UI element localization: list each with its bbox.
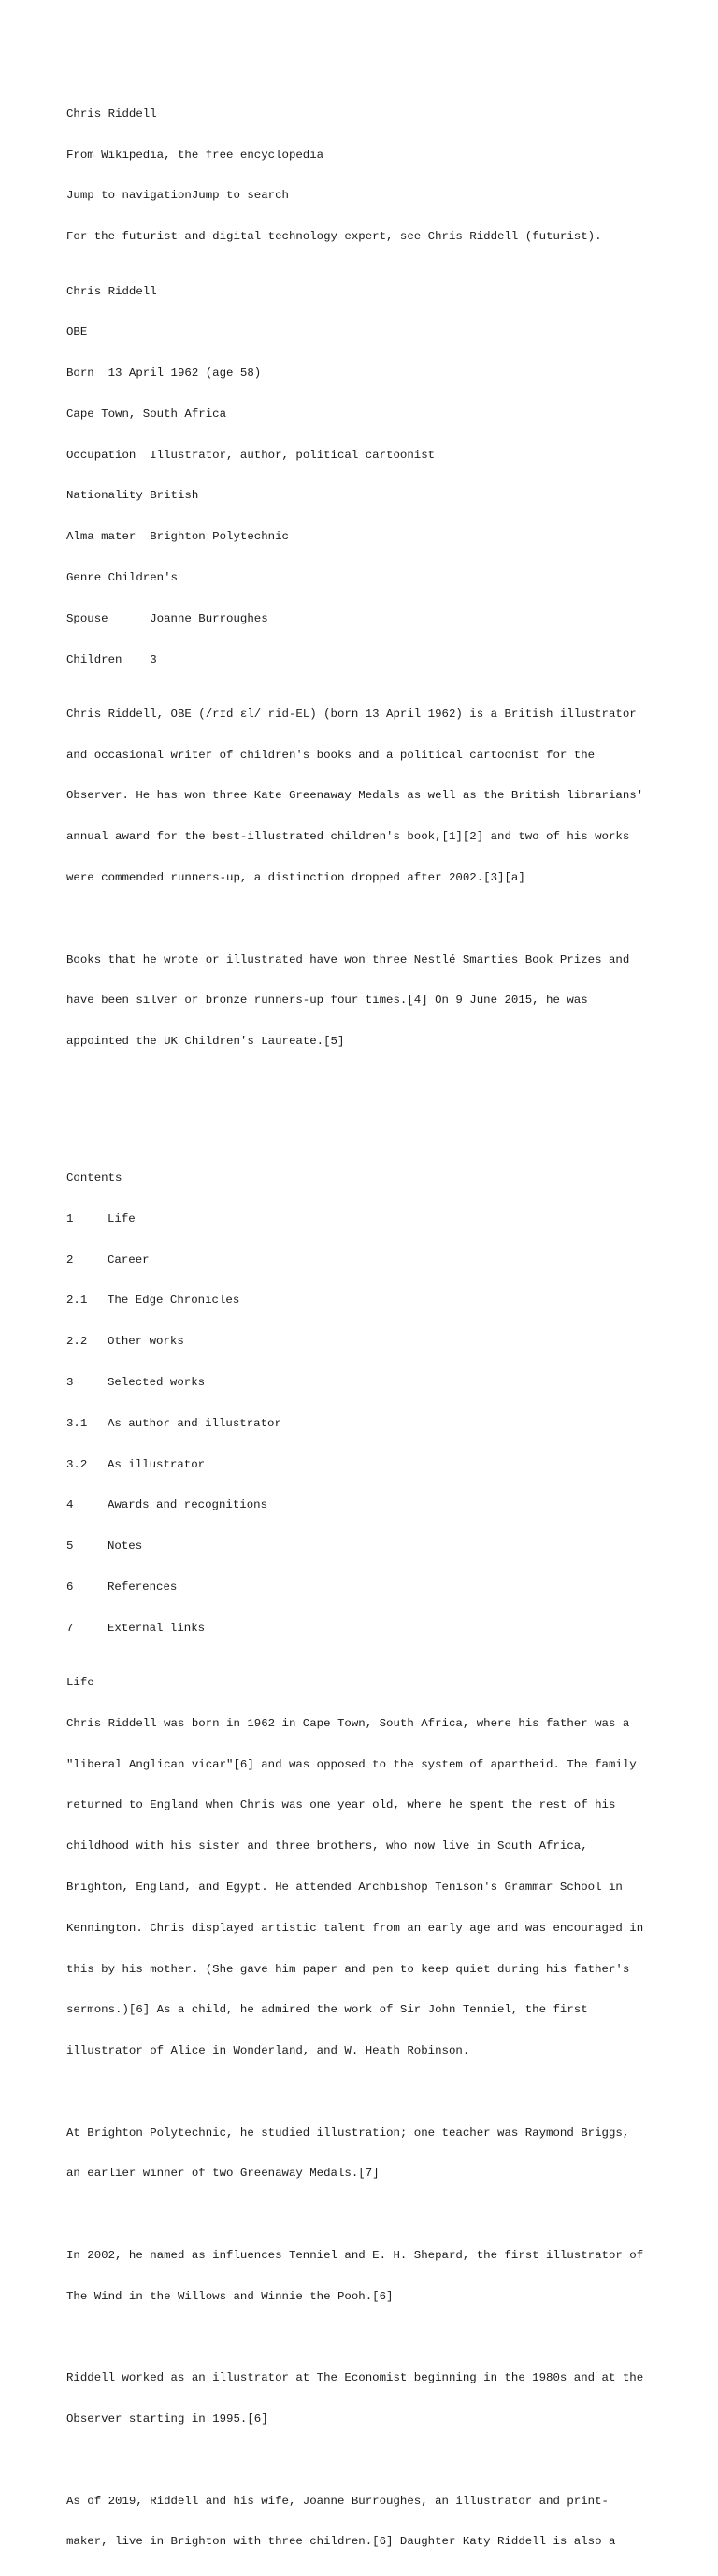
life-p3-line: The Wind in the Willows and Winnie the Pooh.[6] [66,2289,394,2303]
life-p2-line: At Brighton Polytechnic, he studied illustration; one teacher was Raymond Briggs, [66,2125,630,2140]
toc-item[interactable] [66,1335,665,1349]
toc-label: Selected works [108,1376,206,1389]
infobox-spouse-value: Joanne Burroughes [150,611,268,625]
infobox-genre-row [66,571,665,585]
infobox-birthplace: Cape Town, South Africa [66,407,227,421]
toc-label: As author and illustrator [108,1416,281,1430]
infobox-alma-value: Brighton Polytechnic [150,530,289,544]
life-p1-line: returned to England when Chris was one year old, where he spent the rest of his [66,1798,616,1812]
intro-p1-line: and occasional writer of children's books and a political cartoonist for the [66,748,596,762]
source-line: From Wikipedia, the free encyclopedia [66,148,324,162]
infobox-occupation-value: Illustrator, author, political cartoonist [150,448,436,462]
toc-item[interactable] [66,1581,665,1595]
jump-links [66,189,665,203]
infobox-occupation-row [66,449,665,463]
infobox-alma-label: Alma mater [66,530,136,544]
toc-label: Other works [108,1335,184,1349]
infobox-children-value: 3 [150,652,157,666]
toc-item[interactable] [66,1622,665,1636]
infobox-born-row [66,366,665,380]
toc-item[interactable] [66,1212,665,1226]
life-p1-line: Chris Riddell was born in 1962 in Cape Town, South Africa, where his father was a [66,1716,630,1730]
intro-p1-line: Observer. He has won three Kate Greenaway Medals as well as the British librarians' [66,789,644,803]
toc-number: 3.2 [66,1457,88,1471]
toc-number: 2.2 [66,1335,88,1349]
infobox-spouse-label: Spouse [66,611,108,625]
infobox-alma-row [66,530,665,544]
intro-p1-line: Chris Riddell, OBE (/rɪd ɛl/ rid-EL) (born 13 April 1962) is a British illustrator [66,707,637,721]
infobox-born-value: 13 April 1962 (age 58) [108,366,262,380]
toc-item[interactable] [66,1458,665,1472]
toc-number: 5 [66,1539,74,1553]
infobox-spouse-row [66,612,665,626]
spacer [66,912,665,926]
infobox-occupation-label: Occupation [66,448,136,462]
life-p1-line: Kennington. Chris displayed artistic talent from an early age and was encouraged in [66,1921,644,1935]
toc-item[interactable] [66,1539,665,1553]
jump-to-navigation-link[interactable]: Jump to navigation [66,189,192,203]
spacer [66,2208,665,2222]
intro-p2-line: Books that he wrote or illustrated have won three Nestlé Smarties Book Prizes and [66,952,630,966]
life-p5-line: As of 2019, Riddell and his wife, Joanne Burroughes, an illustrator and print- [66,2494,609,2508]
document-body [66,66,665,2576]
life-p1-line: sermons.)[6] As a child, he admired the work of Sir John Tenniel, the first [66,2003,588,2017]
life-p1-line: childhood with his sister and three brothers, who now live in South Africa, [66,1839,588,1853]
toc-number: 2.1 [66,1294,88,1308]
toc-label: Awards and recognitions [108,1498,268,1512]
jump-to-search-link[interactable]: Jump to search [191,189,289,203]
life-heading: Life [66,1676,94,1690]
infobox-name: Chris Riddell [66,284,157,298]
infobox-nationality-value: British [150,489,199,503]
life-p4-line: Riddell worked as an illustrator at The Economist beginning in the 1980s and at the [66,2371,644,2385]
intro-p2-line: have been silver or bronze runners-up four times.[4] On 9 June 2015, he was [66,994,588,1008]
intro-p1-line: were commended runners-up, a distinction dropped after 2002.[3][a] [66,871,525,885]
infobox-genre-label: Genre [66,570,102,584]
toc-label: The Edge Chronicles [108,1294,240,1308]
infobox-honorific: OBE [66,325,88,339]
toc-item[interactable] [66,1253,665,1267]
intro-p1-line: annual award for the best-illustrated children's book,[1][2] and two of his works [66,830,630,844]
toc-item[interactable] [66,1376,665,1390]
spacer [66,1117,665,1131]
spacer [66,2331,665,2345]
life-p4-line: Observer starting in 1995.[6] [66,2412,268,2426]
toc-number: 6 [66,1580,74,1594]
life-p3-line: In 2002, he named as influences Tenniel and E. H. Shepard, the first illustrator of [66,2249,644,2262]
infobox-children-row [66,653,665,667]
toc-label: References [108,1580,178,1594]
toc-number: 2 [66,1252,74,1267]
infobox-born-label: Born [66,366,94,380]
toc-number: 3 [66,1376,74,1389]
toc-label: Life [108,1211,136,1225]
life-p2-line: an earlier winner of two Greenaway Medals.[7] [66,2167,380,2181]
contents-heading: Contents [66,1171,122,1185]
toc-label: External links [108,1621,206,1635]
spacer [66,2454,665,2468]
infobox-nationality-row [66,489,665,503]
toc-label: Career [108,1252,150,1267]
infobox-children-label: Children [66,652,122,666]
intro-p2-line: appointed the UK Children's Laureate.[5] [66,1035,345,1049]
infobox-nationality-label: Nationality [66,489,143,503]
toc-number: 7 [66,1621,74,1635]
toc-number: 1 [66,1211,74,1225]
life-p1-line: Brighton, England, and Egypt. He attended Archbishop Tenison's Grammar School in [66,1880,623,1894]
toc-item[interactable] [66,1417,665,1431]
life-p1-line: "liberal Anglican vicar"[6] and was opposed to the system of apartheid. The family [66,1757,637,1771]
infobox-genre-value: Children's [108,570,178,584]
toc-label: Notes [108,1539,143,1553]
toc-item[interactable] [66,1498,665,1512]
toc-item[interactable] [66,1294,665,1308]
life-p5-line: maker, live in Brighton with three children.[6] Daughter Katy Riddell is also a [66,2535,616,2549]
spacer [66,1076,665,1090]
life-p1-line: this by his mother. (She gave him paper and pen to keep quiet during his father's [66,1962,630,1976]
toc-number: 3.1 [66,1416,88,1430]
toc-label: As illustrator [108,1457,206,1471]
spacer [66,2085,665,2099]
toc-number: 4 [66,1498,74,1512]
life-p1-line: illustrator of Alice in Wonderland, and W. Heath Robinson. [66,2044,470,2058]
page-title: Chris Riddell [66,107,157,121]
hatnote: For the futurist and digital technology expert, see Chris Riddell (futurist). [66,230,602,244]
